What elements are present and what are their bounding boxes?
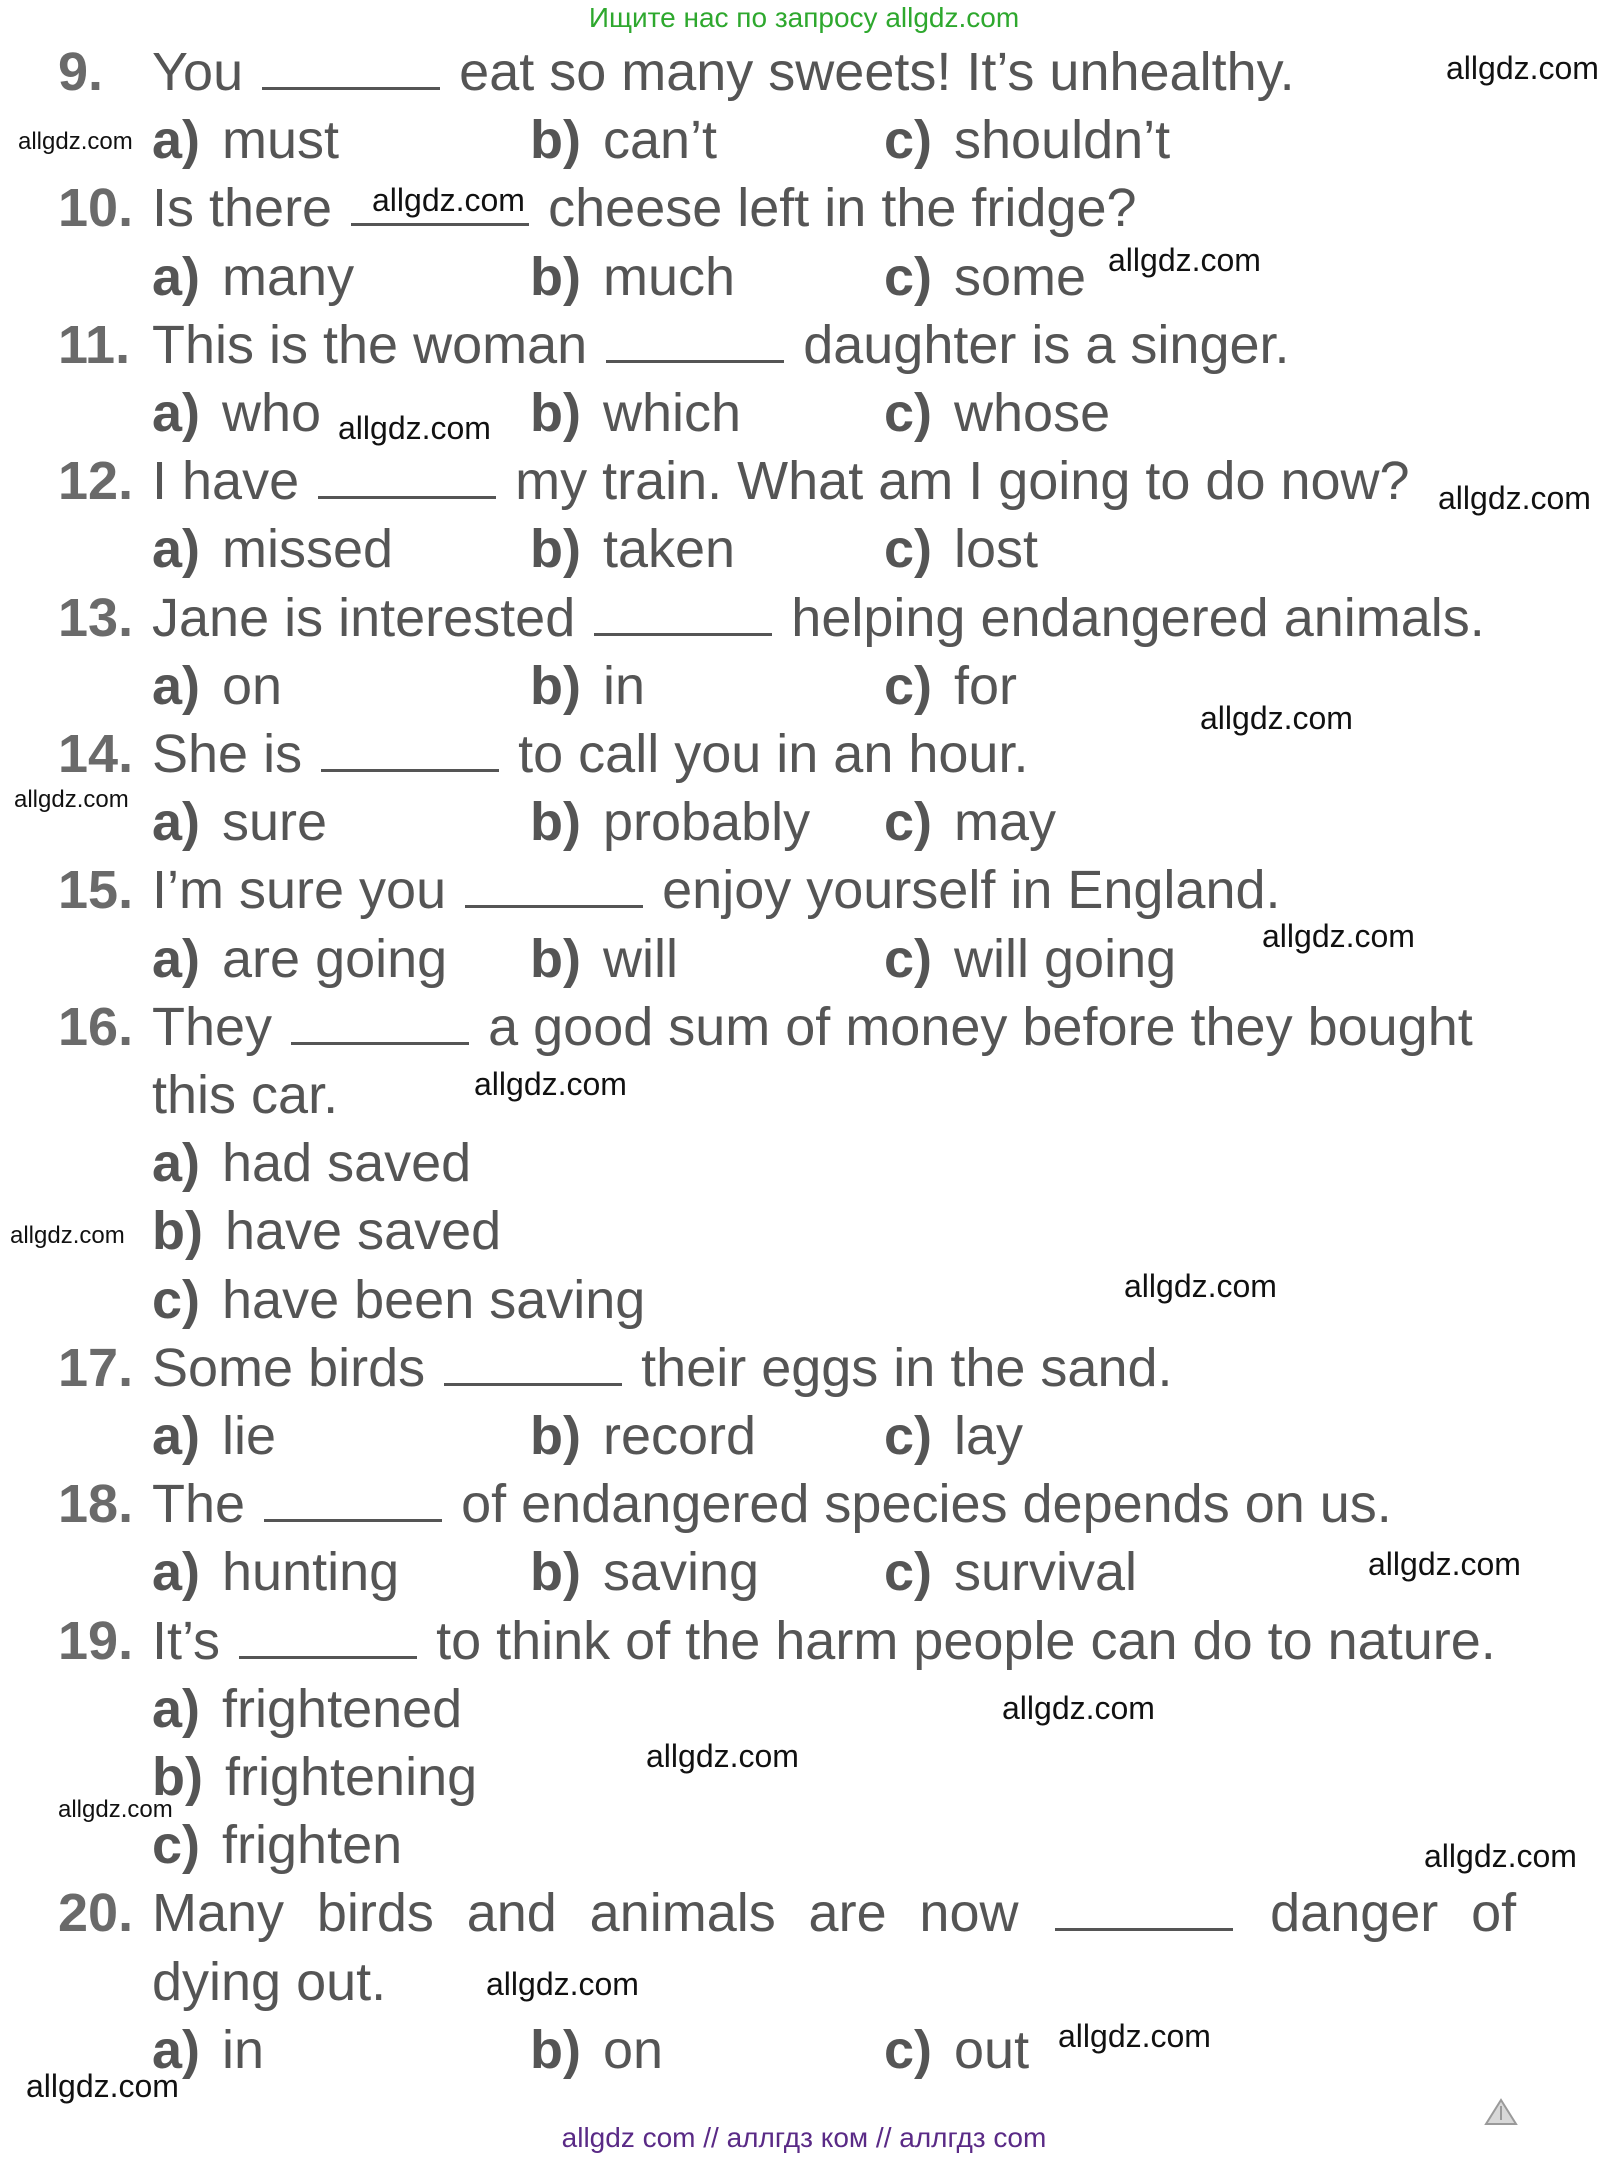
question-number: 10. bbox=[58, 178, 134, 239]
question-number: 18. bbox=[58, 1474, 134, 1535]
watermark-text: allgdz.com bbox=[14, 786, 129, 813]
question-text-before: They bbox=[152, 996, 273, 1057]
question-text bbox=[152, 40, 1295, 104]
option-letter: a) bbox=[152, 1542, 201, 1603]
option-text: taken bbox=[602, 519, 736, 580]
question-line bbox=[0, 1609, 1608, 1673]
answer-option[interactable] bbox=[152, 1404, 276, 1468]
option-text: have saved bbox=[224, 1201, 502, 1262]
answer-option[interactable] bbox=[152, 1199, 501, 1263]
watermark-text: allgdz.com bbox=[372, 182, 525, 218]
question-line bbox=[0, 995, 1608, 1059]
question-text-after: cheese left in the fridge? bbox=[548, 178, 1137, 239]
option-letter: c) bbox=[884, 928, 933, 989]
option-letter: b) bbox=[530, 1542, 581, 1603]
option-letter: a) bbox=[152, 519, 201, 580]
watermark-text: allgdz.com bbox=[486, 1966, 639, 2002]
question-line bbox=[0, 40, 1608, 104]
option-text: frightening bbox=[224, 1747, 478, 1807]
answer-blank[interactable] bbox=[465, 865, 643, 908]
answer-option[interactable] bbox=[884, 108, 1170, 172]
option-letter: a) bbox=[152, 1133, 201, 1194]
question-number: 9. bbox=[58, 42, 104, 102]
option-letter: a) bbox=[152, 110, 201, 171]
answer-option[interactable] bbox=[152, 1677, 462, 1741]
option-text: much bbox=[602, 246, 736, 307]
option-text: frightened bbox=[222, 1678, 463, 1739]
option-text: missed bbox=[222, 519, 394, 580]
question-line bbox=[0, 313, 1608, 377]
watermark-text: allgdz.com bbox=[1262, 918, 1415, 954]
question-text-cont: this car. bbox=[152, 1065, 339, 1125]
option-letter: a) bbox=[152, 1406, 201, 1466]
watermark-text: allgdz.com bbox=[1002, 1690, 1155, 1726]
answer-blank[interactable] bbox=[264, 1479, 442, 1522]
option-letter: b) bbox=[530, 655, 581, 716]
answer-option[interactable] bbox=[152, 1540, 399, 1604]
answer-blank[interactable] bbox=[594, 593, 772, 636]
question-text-before: Many birds and animals are now bbox=[152, 1883, 1019, 1944]
watermark-text: allgdz.com bbox=[26, 2068, 179, 2104]
question-text-before: I’m sure you bbox=[152, 860, 447, 921]
question-line bbox=[0, 586, 1608, 650]
watermark-text: allgdz.com bbox=[338, 410, 491, 446]
watermark-text: allgdz.com bbox=[646, 1738, 799, 1774]
question-text-before: Jane is interested bbox=[152, 587, 576, 648]
question-line bbox=[0, 176, 1608, 240]
answer-option[interactable] bbox=[530, 517, 735, 581]
answer-option[interactable] bbox=[884, 927, 1176, 991]
question-number: 13. bbox=[58, 587, 134, 648]
option-letter: c) bbox=[884, 1542, 933, 1603]
question-text bbox=[152, 586, 1485, 650]
question-line bbox=[0, 1881, 1608, 1945]
option-text: hunting bbox=[222, 1542, 400, 1603]
question-line bbox=[0, 858, 1608, 922]
question-text-after: my train. What am I going to do now? bbox=[515, 451, 1410, 512]
question-text-before: Is there bbox=[152, 178, 333, 239]
option-letter: c) bbox=[884, 2019, 933, 2080]
watermark-text: allgdz.com bbox=[1438, 480, 1591, 516]
option-letter: b) bbox=[152, 1201, 203, 1262]
question-text-before: Some birds bbox=[152, 1337, 426, 1398]
question-number: 20. bbox=[58, 1883, 134, 1944]
option-text: on bbox=[602, 2019, 664, 2080]
question-number: 15. bbox=[58, 860, 134, 921]
option-letter: a) bbox=[152, 1678, 201, 1739]
watermark-text: allgdz.com bbox=[1058, 2018, 1211, 2054]
question-text bbox=[152, 313, 1290, 377]
answer-option[interactable] bbox=[152, 1745, 477, 1809]
header-search-link[interactable]: Ищите нас по запросу allgdz.com bbox=[588, 2, 1020, 33]
answer-option[interactable] bbox=[884, 654, 1017, 718]
option-text: must bbox=[222, 110, 340, 171]
answer-blank[interactable] bbox=[444, 1343, 622, 1386]
answer-option[interactable] bbox=[152, 1813, 402, 1877]
answer-blank[interactable] bbox=[318, 456, 496, 499]
question-line bbox=[0, 449, 1608, 513]
question-text-after: daughter is a singer. bbox=[803, 314, 1290, 375]
question-text-cont: dying out. bbox=[152, 1951, 387, 2012]
answer-option[interactable] bbox=[530, 1540, 759, 1604]
option-text: frighten bbox=[222, 1815, 403, 1876]
option-text: record bbox=[602, 1406, 757, 1466]
option-letter: b) bbox=[530, 2019, 581, 2080]
option-letter: a) bbox=[152, 928, 201, 989]
question-text-after: danger of bbox=[1270, 1883, 1517, 1944]
option-text: can’t bbox=[602, 110, 718, 171]
option-text: on bbox=[222, 655, 283, 716]
option-text: shouldn’t bbox=[954, 110, 1171, 171]
option-text: many bbox=[222, 246, 355, 307]
answer-option[interactable] bbox=[530, 654, 645, 718]
option-letter: c) bbox=[884, 792, 933, 853]
question-line bbox=[0, 1336, 1608, 1400]
answer-blank[interactable] bbox=[262, 47, 440, 90]
answer-blank[interactable] bbox=[291, 1002, 469, 1045]
watermark-text: allgdz.com bbox=[1124, 1268, 1277, 1304]
option-letter: b) bbox=[530, 383, 581, 443]
answer-option[interactable] bbox=[530, 245, 735, 309]
option-text: for bbox=[954, 655, 1018, 716]
question-text-before: You bbox=[152, 42, 244, 102]
option-text: probably bbox=[602, 792, 811, 853]
question-number: 12. bbox=[58, 451, 134, 512]
option-text: lost bbox=[954, 519, 1039, 580]
option-letter: c) bbox=[884, 110, 933, 171]
answer-option[interactable] bbox=[152, 1268, 645, 1332]
option-letter: c) bbox=[884, 655, 933, 716]
answer-option[interactable] bbox=[530, 2018, 663, 2082]
watermark-text: allgdz.com bbox=[1108, 242, 1261, 278]
option-text: have been saving bbox=[222, 1269, 646, 1330]
watermark-text: allgdz.com bbox=[1200, 700, 1353, 736]
watermark-text: allgdz.com bbox=[1446, 50, 1599, 86]
answer-option[interactable] bbox=[152, 381, 321, 445]
option-letter: b) bbox=[530, 519, 581, 580]
question-text-after: enjoy yourself in England. bbox=[662, 860, 1281, 921]
option-letter: c) bbox=[884, 246, 933, 307]
answer-option[interactable] bbox=[152, 1131, 471, 1195]
option-text: lie bbox=[222, 1406, 277, 1466]
option-letter: c) bbox=[884, 1406, 933, 1466]
question-text bbox=[152, 1881, 1516, 1945]
footer-links[interactable]: allgdz com // аллгдз ком // аллгдз com bbox=[561, 2122, 1047, 2153]
question-text-before: The bbox=[152, 1474, 246, 1535]
option-letter: a) bbox=[152, 655, 201, 716]
option-text: whose bbox=[954, 383, 1111, 443]
question-text-before: It’s bbox=[152, 1610, 221, 1671]
option-letter: b) bbox=[530, 928, 581, 989]
option-text: lay bbox=[954, 1406, 1024, 1466]
answer-blank[interactable] bbox=[606, 320, 784, 363]
question-text bbox=[152, 995, 1473, 1059]
question-text bbox=[152, 722, 1028, 786]
answer-option[interactable] bbox=[884, 790, 1056, 854]
question-text-after: a good sum of money before they bought bbox=[488, 996, 1473, 1057]
question-text bbox=[152, 1609, 1496, 1673]
question-text bbox=[152, 1472, 1392, 1536]
answer-blank[interactable] bbox=[239, 1616, 417, 1659]
answer-option[interactable] bbox=[884, 245, 1086, 309]
question-text bbox=[152, 858, 1281, 922]
watermark-text: allgdz.com bbox=[474, 1066, 627, 1102]
answer-option[interactable] bbox=[152, 245, 354, 309]
question-text-before: She is bbox=[152, 724, 303, 784]
option-text: had saved bbox=[222, 1133, 472, 1194]
watermark-text: allgdz.com bbox=[1424, 1838, 1577, 1874]
question-text bbox=[152, 1336, 1173, 1400]
watermark-text: allgdz.com bbox=[18, 128, 133, 155]
option-letter: a) bbox=[152, 792, 201, 853]
option-text: some bbox=[954, 246, 1087, 307]
option-text: are going bbox=[222, 928, 448, 989]
question-line bbox=[0, 722, 1608, 786]
option-text: sure bbox=[222, 792, 328, 853]
scroll-up-icon[interactable] bbox=[1484, 2098, 1518, 2126]
answer-blank[interactable] bbox=[1055, 1888, 1233, 1931]
option-text: out bbox=[954, 2019, 1030, 2080]
question-text-after: to think of the harm people can do to nature. bbox=[436, 1610, 1496, 1671]
answer-option[interactable] bbox=[152, 927, 447, 991]
option-letter: a) bbox=[152, 246, 201, 307]
answer-option[interactable] bbox=[884, 381, 1110, 445]
question-text bbox=[152, 176, 1137, 240]
answer-option[interactable] bbox=[884, 2018, 1029, 2082]
question-text-before: I have bbox=[152, 451, 300, 512]
answer-option[interactable] bbox=[152, 654, 282, 718]
question-text-after: helping endangered animals. bbox=[791, 587, 1485, 648]
question-number: 19. bbox=[58, 1610, 134, 1671]
question-text bbox=[152, 449, 1410, 513]
answer-blank[interactable] bbox=[321, 729, 499, 772]
option-letter: c) bbox=[884, 519, 933, 580]
answer-option[interactable] bbox=[530, 790, 810, 854]
option-text: which bbox=[602, 383, 742, 443]
option-text: may bbox=[954, 792, 1057, 853]
question-number: 16. bbox=[58, 996, 134, 1057]
option-letter: a) bbox=[152, 383, 201, 443]
option-text: will bbox=[602, 928, 678, 989]
question-text-after: to call you in an hour. bbox=[518, 724, 1029, 784]
answer-option[interactable] bbox=[152, 790, 327, 854]
option-text: saving bbox=[602, 1542, 760, 1603]
option-text: in bbox=[222, 2019, 265, 2080]
option-letter: c) bbox=[152, 1815, 201, 1876]
question-number: 11. bbox=[58, 314, 131, 375]
option-text: survival bbox=[954, 1542, 1138, 1603]
answer-option[interactable] bbox=[152, 108, 339, 172]
option-text: will going bbox=[954, 928, 1177, 989]
question-number: 14. bbox=[58, 724, 134, 784]
question-line bbox=[0, 1472, 1608, 1536]
question-text-after: of endangered species depends on us. bbox=[461, 1474, 1392, 1535]
answer-option[interactable] bbox=[884, 517, 1038, 581]
option-text: who bbox=[222, 383, 322, 443]
watermark-text: allgdz.com bbox=[10, 1222, 125, 1249]
option-text: in bbox=[602, 655, 645, 716]
option-letter: b) bbox=[152, 1747, 203, 1807]
question-text-after: their eggs in the sand. bbox=[641, 1337, 1173, 1398]
answer-option[interactable] bbox=[530, 108, 717, 172]
answer-option[interactable] bbox=[530, 381, 741, 445]
option-letter: b) bbox=[530, 1406, 581, 1466]
question-number: 17. bbox=[58, 1337, 134, 1398]
question-text-after: eat so many sweets! It’s unhealthy. bbox=[459, 42, 1295, 102]
watermark-text: allgdz.com bbox=[58, 1796, 173, 1823]
answer-option[interactable] bbox=[884, 1404, 1023, 1468]
option-letter: b) bbox=[530, 110, 581, 171]
option-letter: b) bbox=[530, 246, 581, 307]
answer-option[interactable] bbox=[530, 1404, 756, 1468]
answer-option[interactable] bbox=[152, 517, 393, 581]
answer-option[interactable] bbox=[884, 1540, 1137, 1604]
option-letter: c) bbox=[152, 1269, 201, 1330]
answer-option[interactable] bbox=[530, 927, 678, 991]
option-letter: b) bbox=[530, 792, 581, 853]
option-letter: c) bbox=[884, 383, 933, 443]
question-text-before: This is the woman bbox=[152, 314, 588, 375]
option-letter: a) bbox=[152, 2019, 201, 2080]
watermark-text: allgdz.com bbox=[1368, 1546, 1521, 1582]
